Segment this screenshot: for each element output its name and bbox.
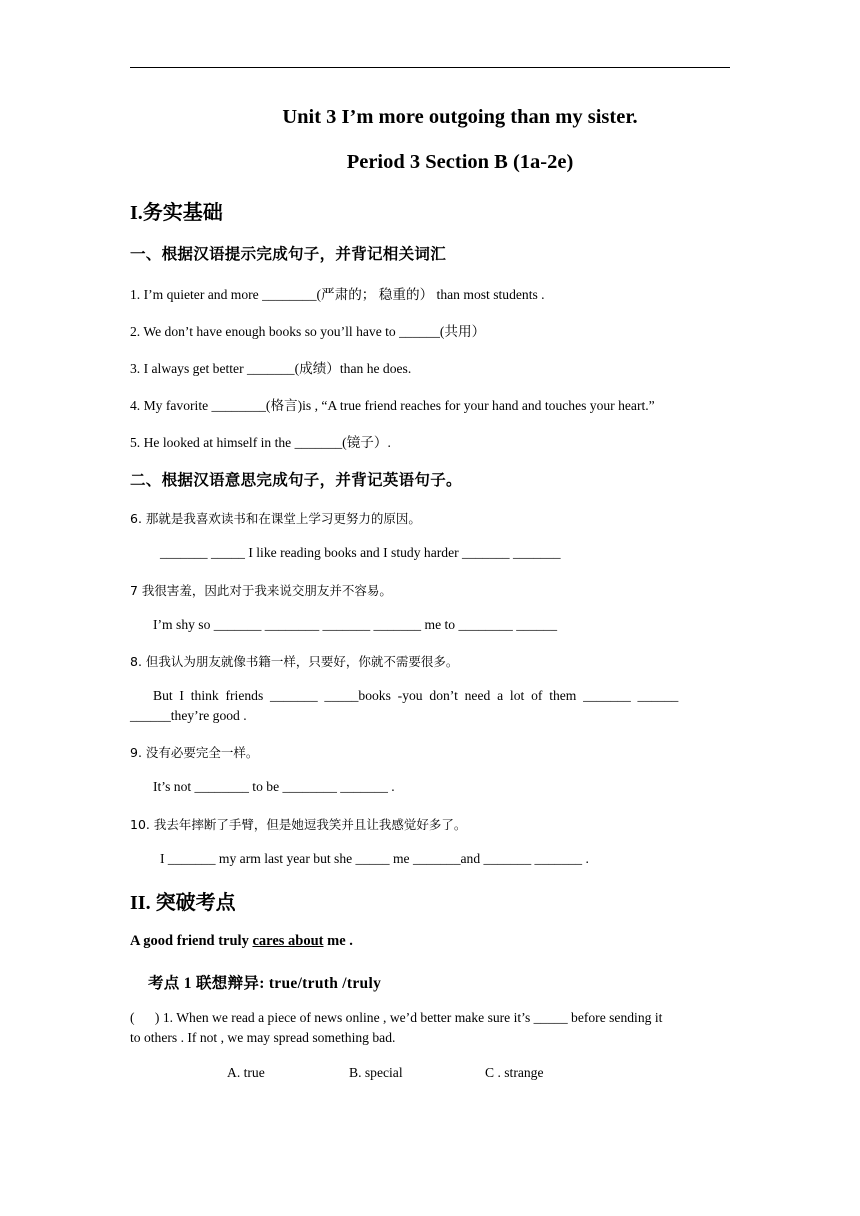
key-sentence [130, 933, 353, 950]
vocab-item-4: 4. My favorite ________(格言)is , “A true friend reaches for your hand and touches your heart.” [130, 398, 655, 413]
translation-8-chinese: 8. 但我认为朋友就像书籍一样，只要好，你就不需要很多。 [130, 654, 459, 669]
translation-6-chinese: 6. 那就是我喜欢读书和在课堂上学习更努力的原因。 [130, 511, 421, 526]
section-1-heading: I.务实基础 [130, 202, 223, 224]
point-1-heading: 考点 1 联想辩异: true/truth /truly [148, 975, 382, 992]
translation-7-english: I’m shy so _______ ________ _______ _______ me to ________ ______ [153, 617, 558, 632]
option-b: B. special [349, 1065, 403, 1080]
header-rule [130, 67, 730, 68]
translation-9-chinese: 9. 没有必要完全一样。 [130, 745, 259, 760]
vocab-item-3: 3. I always get better _______(成绩）than he does. [130, 361, 412, 376]
key-phrase-underlined: cares about [252, 933, 324, 949]
key-sentence-start: A good friend truly [130, 933, 253, 949]
key-sentence-end: me . [323, 933, 353, 949]
translation-10-english: I _______ my arm last year but she _____ me _______and _______ _______ . [160, 851, 589, 866]
option-a: A. true [227, 1065, 265, 1080]
part-1-heading: 一、根据汉语提示完成句子，并背记相关词汇 [130, 246, 447, 263]
page-title: Unit 3 I’m more outgoing than my sister. [282, 106, 638, 128]
translation-7-chinese: 7 我很害羞，因此对于我来说交朋友并不容易。 [130, 583, 392, 598]
translation-8-english: But I think friends _______ _____books -you don’t need a lot of them _______ ______ [153, 688, 679, 703]
vocab-item-1: 1. I’m quieter and more ________(严肃的； 稳重的） than most students . [130, 287, 545, 302]
question-1-line-2: to others . If not , we may spread something bad. [130, 1030, 396, 1045]
section-2-heading: II. 突破考点 [130, 892, 236, 914]
vocab-item-2: 2. We don’t have enough books so you’ll have to ______(共用） [130, 324, 486, 339]
part-2-heading: 二、根据汉语意思完成句子，并背记英语句子。 [130, 472, 462, 489]
vocab-item-5: 5. He looked at himself in the _______(镜子）. [130, 435, 391, 450]
option-c: C . strange [485, 1065, 544, 1080]
translation-8-english-cont: ______they’re good . [130, 708, 247, 723]
translation-6-english: _______ _____ I like reading books and I study harder _______ _______ [160, 545, 561, 560]
question-1-line-1: ( ) 1. When we read a piece of news online , we’d better make sure it’s _____ before sending it [130, 1010, 663, 1025]
translation-10-chinese: 10. 我去年摔断了手臂，但是她逗我笑并且让我感觉好多了。 [130, 817, 467, 832]
page-subtitle: Period 3 Section B (1a-2e) [346, 151, 574, 173]
translation-9-english: It’s not ________ to be ________ _______ . [153, 779, 395, 794]
